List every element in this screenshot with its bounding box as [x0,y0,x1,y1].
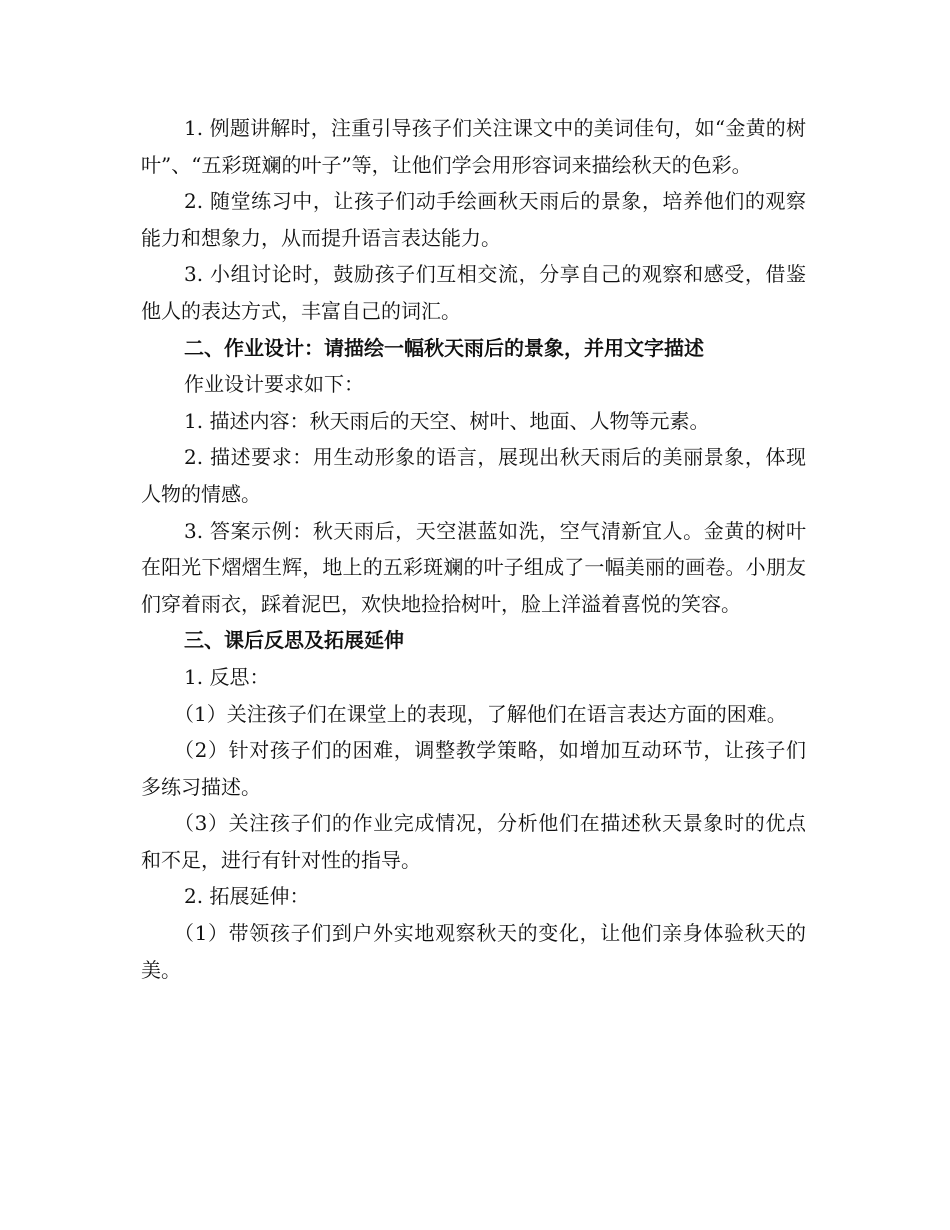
heading-reflection-extension: 三、课后反思及拓展延伸 [184,628,404,653]
paragraph-reflection-2: （2）针对孩子们的困难，调整教学策略，如增加互动环节，让孩子们多练习描述。 [141,738,806,799]
paragraph-extension-title: 2. 拓展延伸： [184,884,310,909]
paragraph-answer-example: 3. 答案示例：秋天雨后，天空湛蓝如洗，空气清新宜人。金黄的树叶在阳光下熠熠生辉，地上的五彩斑斓的叶子组成了一幅美丽的画卷。小朋友们穿着雨衣，踩着泥巴，欢快地捡拾树叶，脸上洋溢着喜悦的笑容。 [141,518,806,616]
paragraph-reflection-1: （1）关注孩子们在课堂上的表现，了解他们在语言表达方面的困难。 [174,701,787,726]
paragraph-reflection-title: 1. 反思： [184,664,270,689]
paragraph-description-requirement: 2. 描述要求：用生动形象的语言，展现出秋天雨后的美丽景象，体现人物的情感。 [141,445,806,506]
document-body [141,110,806,988]
paragraph-example-explanation: 1. 例题讲解时，注重引导孩子们关注课文中的美词佳句，如“金黄的树叶”、“五彩斑斓的叶子”等，让他们学会用形容词来描绘秋天的色彩。 [141,116,806,177]
paragraph-extension-1: （1）带领孩子们到户外实地观察秋天的变化，让他们亲身体验秋天的美。 [141,921,806,982]
paragraph-reflection-3: （3）关注孩子们的作业完成情况，分析他们在描述秋天景象时的优点和不足，进行有针对性的指导。 [141,811,806,872]
paragraph-description-content: 1. 描述内容：秋天雨后的天空、树叶、地面、人物等元素。 [184,408,710,433]
paragraph-homework-intro: 作业设计要求如下： [184,372,364,397]
paragraph-group-discussion: 3. 小组讨论时，鼓励孩子们互相交流，分享自己的观察和感受，借鉴他人的表达方式，丰富自己的词汇。 [141,262,806,323]
heading-homework-design: 二、作业设计：请描绘一幅秋天雨后的景象，并用文字描述 [184,335,704,360]
paragraph-practice: 2. 随堂练习中，让孩子们动手绘画秋天雨后的景象，培养他们的观察能力和想象力，从而提升语言表达能力。 [141,189,806,250]
